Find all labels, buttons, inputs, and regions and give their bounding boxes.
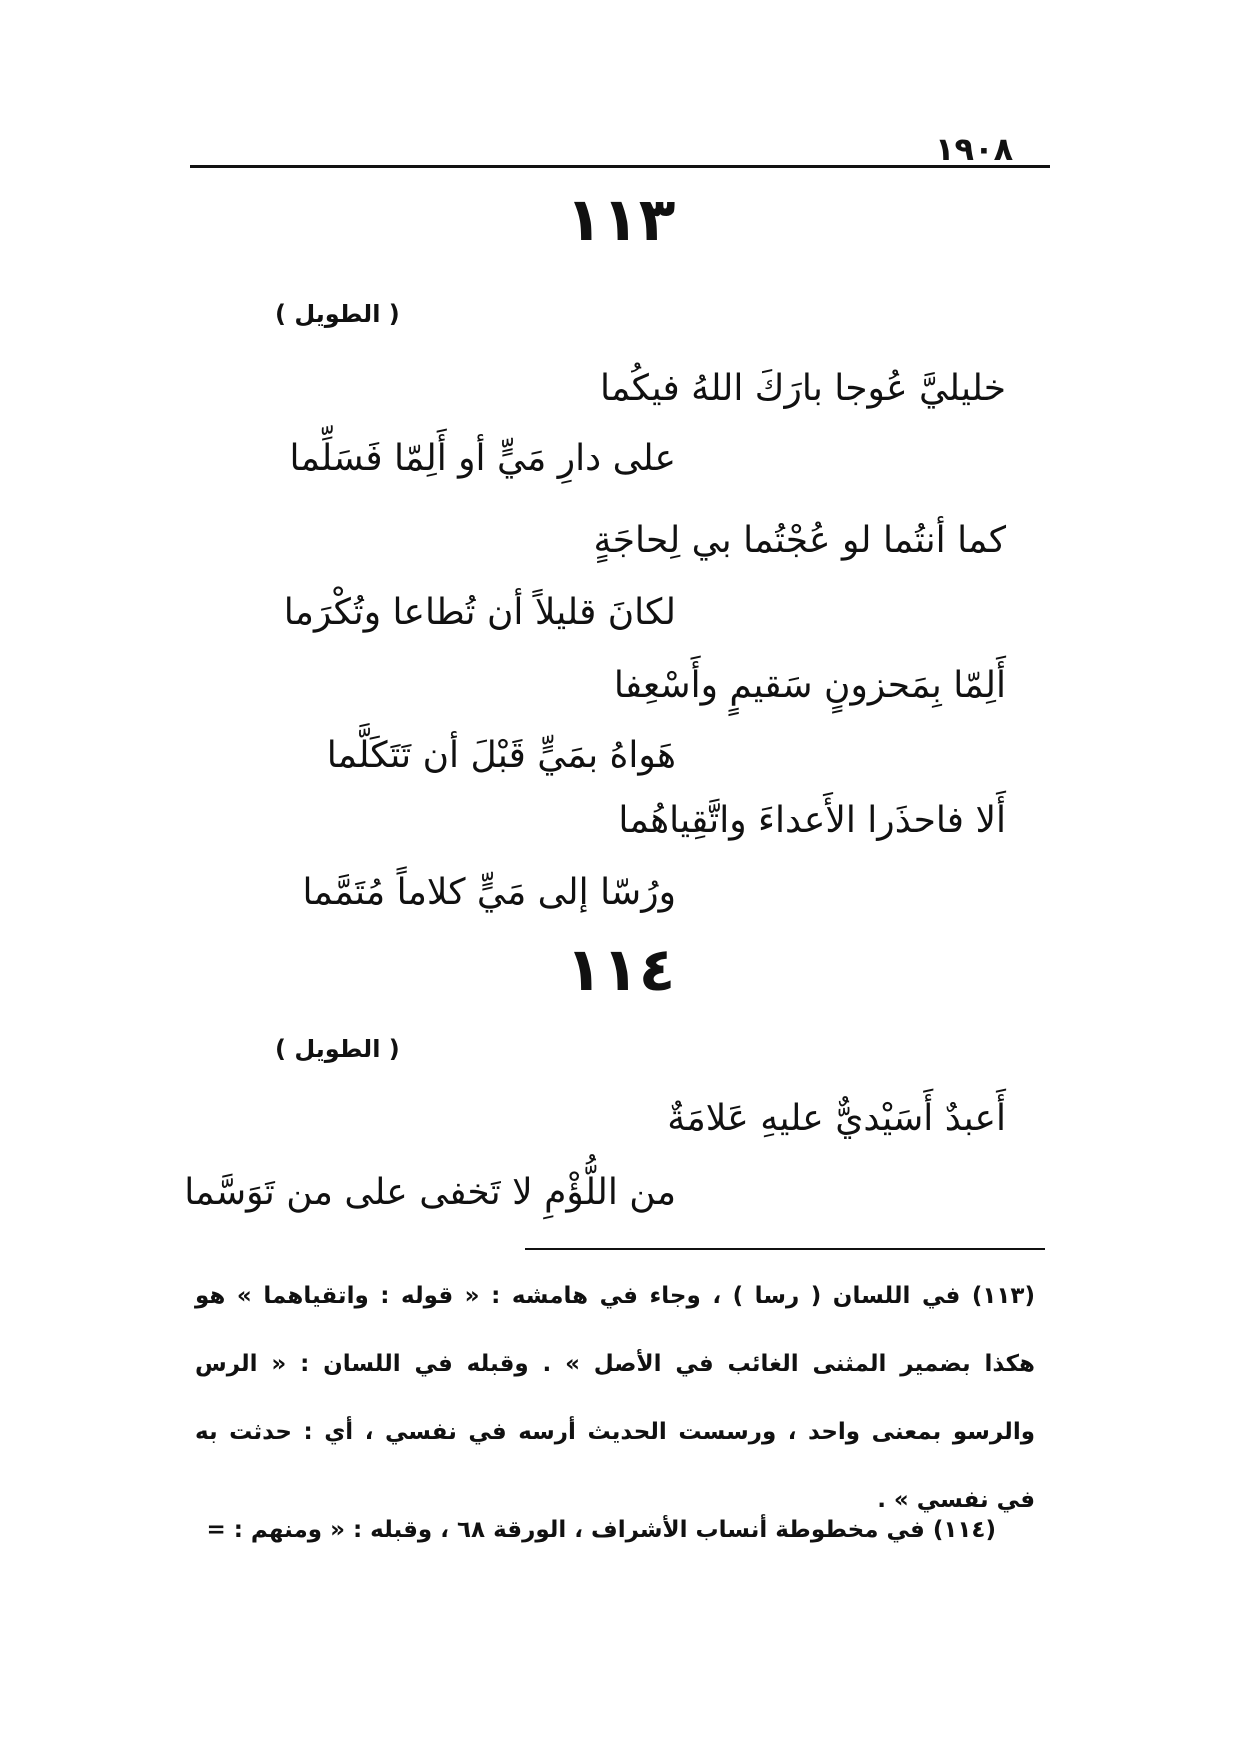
verse-line: خليليَّ عُوجا بارَكَ اللهُ فيكُما [599,368,1006,409]
poem-number: ١١٣ [565,185,676,255]
verse-line: كما أنتُما لو عُجْتُما بي لِحاجَةٍ [593,520,1006,561]
verse-line: أَعبدٌ أَسَيْديٌّ عليهِ عَلامَةٌ [667,1098,1006,1139]
meter-label: ( الطويل ) [275,300,400,328]
verse-line: هَواهُ بمَيٍّ قَبْلَ أن تَتَكَلَّما [326,735,676,776]
verse-line: على دارِ مَيٍّ أو أَلِمّا فَسَلِّما [289,438,676,479]
verse-line: ورُسّا إلى مَيٍّ كلاماً مُتَمَّما [302,872,676,913]
verse-line: أَلا فاحذَرا الأَعداءَ واتَّقِياهُما [618,800,1006,841]
footnotes-rule [525,1248,1045,1250]
page-number: ١٩٠٨ [935,130,1014,168]
poem-number: ١١٤ [565,935,676,1005]
header-rule [190,165,1050,168]
meter-label: ( الطويل ) [275,1035,400,1063]
verse-line: من اللُّؤْمِ لا تَخفى على من تَوَسَّما [184,1172,676,1213]
verse-line: لكانَ قليلاً أن تُطاعا وتُكْرَما [283,592,676,633]
verse-line: أَلِمّا بِمَحزونٍ سَقيمٍ وأَسْعِفا [613,665,1006,706]
footnote: (١١٤) في مخطوطة أنساب الأشراف ، الورقة ٦٨ ، وقبله : « ومنهم : = [206,1517,996,1543]
footnote: (١١٣) في اللسان ( رسا ) ، وجاء في هامشه : « قوله : واتقياهما » هو هكذا بضمير المثنى الغائب في الأصل » . وقبله في اللسان : « الرس والرسو بمعنى واحد ، ورسست الحديث أرسه في نفسي ، أي : حدثت به في نفسي » . [195,1283,1035,1513]
